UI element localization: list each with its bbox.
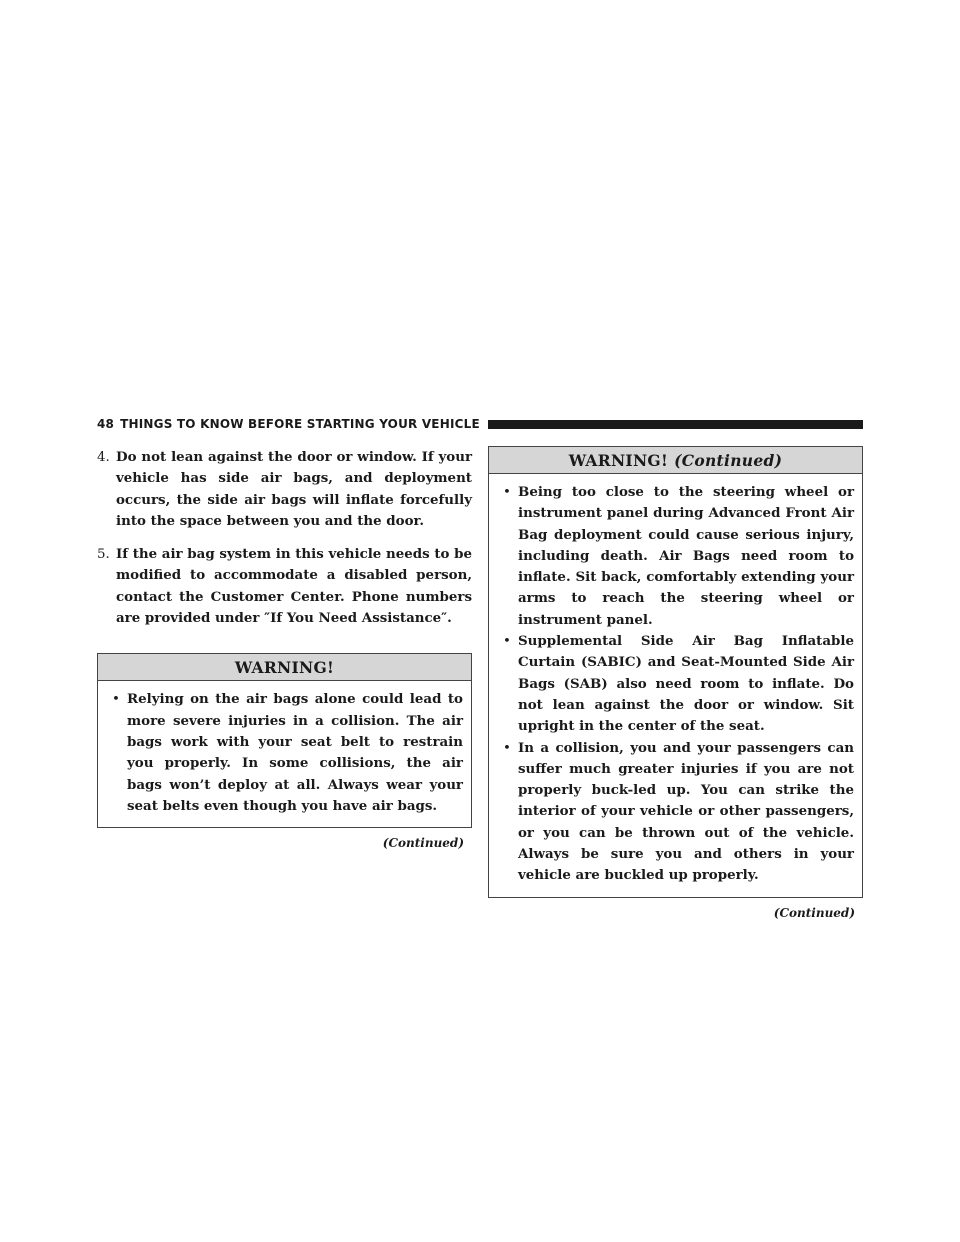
bullet-text: Relying on the air bags alone could lead to more severe injuries in a collision. The air bags work with your seat belt to restrain you properly. In some collisions, the air bags won’t deploy at all. Always wear your seat belts even though you have air bags. — [127, 691, 463, 814]
warning-box — [97, 653, 472, 828]
warning-bullet — [108, 689, 463, 817]
bullet-text: Supplemental Side Air Bag Inflatable Curtain (SABIC) and Seat-Mounted Side Air Bags (SAB) also need room to inflate. Do not lean against the door or window. Sit upright in the center of the seat. — [518, 633, 854, 735]
warning-title: WARNING! — [234, 658, 335, 678]
bullet-icon: • — [503, 740, 511, 756]
warning-body — [98, 681, 471, 827]
warning-bullet — [499, 631, 854, 737]
item-text: Do not lean against the door or window. If your vehicle has side air bags, and deployment occurs, the side air bags will inflate forcefully into the space between you and the door. — [116, 449, 472, 529]
bullet-icon: • — [503, 485, 511, 500]
page-header — [97, 415, 863, 433]
warning-body — [489, 474, 862, 897]
warning-box — [488, 446, 863, 898]
warning-bullet — [499, 482, 854, 631]
bullet-text: Being too close to the steering wheel or instrument panel during Advanced Front Air Bag deployment could cause serious injury, including death. Air Bags need room to inflate. Sit back, comfortably extending your arms to reach the steering wheel or instrument panel. — [518, 484, 854, 628]
warning-header — [489, 447, 862, 474]
page-number: 48 — [97, 417, 115, 431]
warning-title: WARNING! — [568, 451, 669, 470]
header-rule — [488, 420, 863, 429]
warning-title-suffix: (Continued) — [674, 451, 783, 470]
list-item — [97, 447, 472, 532]
bullet-icon: • — [112, 692, 120, 708]
bullet-icon: • — [503, 634, 511, 650]
item-number: 4. — [97, 450, 110, 465]
right-column — [488, 446, 863, 920]
continued-note: (Continued) — [773, 905, 855, 920]
bullet-text: In a collision, you and your passengers can suffer much greater injuries if you are not properly buck-led up. You can strike the interior of your vehicle or other passengers, or you can be thrown out of the vehicle. Always be sure you and others in your vehicle are buckled up properly. — [518, 739, 854, 884]
left-column — [97, 447, 472, 850]
list-item — [97, 544, 472, 629]
continued-note: (Continued) — [382, 836, 464, 851]
item-text: If the air bag system in this vehicle needs to be modified to accommodate a disabled person, contact the Customer Center. Phone numbers are provided under ″If You Need Assistance″. — [116, 546, 472, 627]
warning-bullet — [499, 738, 854, 887]
item-number: 5. — [97, 547, 110, 563]
warning-header — [98, 654, 471, 681]
section-title: THINGS TO KNOW BEFORE STARTING YOUR VEHICLE — [120, 417, 480, 431]
